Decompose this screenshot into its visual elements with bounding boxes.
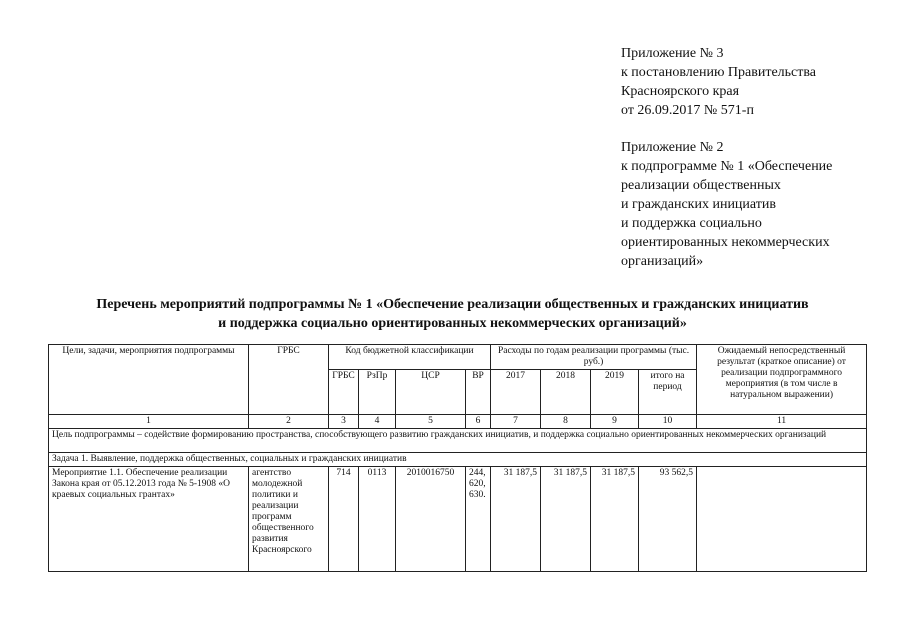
measure-rzpr: 0113 <box>359 467 396 572</box>
attachment-3-line: Приложение № 3 <box>621 46 724 61</box>
attachment-2-line: к подпрограмме № 1 «Обеспечение <box>621 159 833 174</box>
column-number: 6 <box>466 415 491 429</box>
header-sub-rzpr: РзПр <box>359 370 396 415</box>
document-title-line-1: Перечень мероприятий подпрограммы № 1 «Обеспечение реализации общественных и гражданских инициатив <box>96 297 809 312</box>
header-sub-csr: ЦСР <box>396 370 466 415</box>
column-number: 10 <box>639 415 697 429</box>
column-number: 8 <box>541 415 591 429</box>
column-number: 7 <box>491 415 541 429</box>
measure-total: 93 562,5 <box>639 467 697 572</box>
measure-vr: 244, 620, 630. <box>466 467 491 572</box>
measure-csr: 2010016750 <box>396 467 466 572</box>
attachment-3-header <box>621 44 816 120</box>
document-title <box>0 295 905 333</box>
header-year-2018: 2018 <box>541 370 591 415</box>
column-number: 5 <box>396 415 466 429</box>
header-expenses: Расходы по годам реализации программы (тыс. руб.) <box>491 345 697 370</box>
column-number: 11 <box>697 415 867 429</box>
goal-row: Цель подпрограммы – содействие формированию пространства, способствующего развитию гражданских инициатив, и поддержка социально ориентированных некоммерческих организаций <box>49 429 867 453</box>
measure-name: Мероприятие 1.1. Обеспечение реализации Закона края от 05.12.2013 года № 5-1908 «О краевых социальных грантах» <box>49 467 249 572</box>
attachment-2-line: организаций» <box>621 254 704 269</box>
attachment-3-line: от 26.09.2017 № 571-п <box>621 103 754 118</box>
column-number: 9 <box>591 415 639 429</box>
measure-grbs-code: 714 <box>329 467 359 572</box>
attachment-2-line: и поддержка социально <box>621 216 762 231</box>
header-expected-result: Ожидаемый непосредственный результат (краткое описание) от реализации подпрограммного мероприятия (в том числе в натуральном выражении) <box>697 345 867 415</box>
header-sub-vr: ВР <box>466 370 491 415</box>
header-grbs: ГРБС <box>249 345 329 415</box>
task-row: Задача 1. Выявление, поддержка общественных, социальных и гражданских инициатив <box>49 453 867 467</box>
measure-grbs-agency: агентство молодежной политики и реализации программ общественного развития Красноярского <box>249 467 329 572</box>
header-sub-grbs: ГРБС <box>329 370 359 415</box>
attachment-3-line: к постановлению Правительства <box>621 65 817 80</box>
header-year-2019: 2019 <box>591 370 639 415</box>
measure-2018: 31 187,5 <box>541 467 591 572</box>
attachment-2-line: Приложение № 2 <box>621 140 724 155</box>
header-total: итого на период <box>639 370 697 415</box>
measure-2019: 31 187,5 <box>591 467 639 572</box>
measure-result <box>697 467 867 572</box>
header-goals: Цели, задачи, мероприятия подпрограммы <box>49 345 249 415</box>
document-title-line-2: и поддержка социально ориентированных некоммерческих организаций» <box>218 316 687 331</box>
attachment-2-line: и гражданских инициатив <box>621 197 776 212</box>
measure-2017: 31 187,5 <box>491 467 541 572</box>
column-number: 1 <box>49 415 249 429</box>
column-number: 4 <box>359 415 396 429</box>
attachment-2-line: реализации общественных <box>621 178 781 193</box>
attachment-3-line: Красноярского края <box>621 84 740 99</box>
attachment-2-header <box>621 138 832 271</box>
column-number: 3 <box>329 415 359 429</box>
column-number: 2 <box>249 415 329 429</box>
measures-table <box>48 344 867 572</box>
attachment-2-line: ориентированных некоммерческих <box>621 235 830 250</box>
header-budget-code: Код бюджетной классификации <box>329 345 491 370</box>
header-year-2017: 2017 <box>491 370 541 415</box>
